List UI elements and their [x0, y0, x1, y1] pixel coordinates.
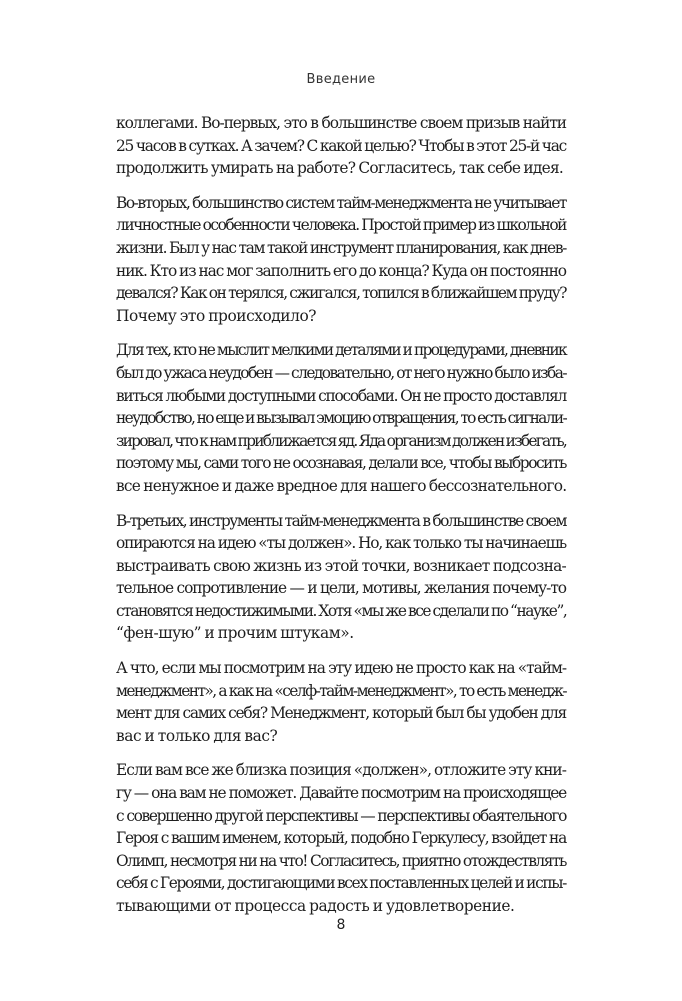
paragraph-5 — [116, 657, 566, 747]
text-line: тывающими от процесса радость и удовлетворение. — [116, 897, 515, 915]
text-line: мент для самих себя? Менеджмент, который был бы удобен для — [116, 704, 566, 723]
text-line: зировал, что к нам приближается яд. Яда организм должен избегать, — [116, 431, 566, 450]
text-line: менеджмент», а как на «селф-тайм-менеджмент», то есть менедж- — [116, 681, 566, 700]
text-line: гу — она вам не поможет. Давайте посмотрим на происходящее — [116, 784, 566, 803]
page-number: 8 — [336, 917, 346, 933]
text-line: поэтому мы, сами того не осознавая, делали все, чтобы выбросить — [116, 454, 566, 473]
text-line: себя с Героями, достигающими всех поставленных целей и испы- — [116, 874, 566, 893]
text-line: А что, если мы посмотрим на эту идею не просто как на «тайм- — [116, 659, 566, 678]
text-line: тельное сопротивление — и цели, мотивы, желания почему-то — [116, 579, 566, 598]
text-line: девался? Как он терялся, сжигался, топился в ближайшем пруду? — [116, 284, 566, 303]
text-line: Если вам все же близка позиция «должен», отложите эту кни- — [116, 761, 566, 780]
text-line: жизни. Был у нас там такой инструмент планирования, как днев- — [116, 238, 566, 257]
paragraph-4 — [116, 510, 566, 646]
text-line: личностные особенности человека. Простой пример из школьной — [116, 216, 566, 235]
text-line: неудобство, но еще и вызывал эмоцию отвращения, то есть сигнали- — [116, 409, 566, 428]
text-line: В-третьих, инструменты тайм-менеджмента в большинстве своем — [116, 511, 566, 530]
paragraph-1 — [116, 112, 566, 180]
text-line: Олимп, несмотря ни на что! Согласитесь, приятно отождествлять — [116, 851, 566, 870]
text-line: ник. Кто из нас мог заполнить его до конца? Куда он постоянно — [116, 261, 566, 280]
text-line: Во-вторых, большинство систем тайм-менеджмента не учитывает — [116, 193, 566, 212]
paragraph-6 — [116, 759, 566, 917]
text-line: все ненужное и даже вредное для нашего бессознательного. — [116, 476, 567, 495]
paragraph-2 — [116, 192, 566, 328]
paragraph-3 — [116, 339, 566, 497]
text-line: опираются на идею «ты должен». Но, как только ты начинаешь — [116, 534, 566, 553]
text-line: Почему это происходило? — [116, 306, 317, 325]
text-line: с совершенно другой перспективы — перспективы обаятельного — [116, 806, 566, 825]
text-line: выстраивать свою жизнь из этой точки, возникает подсозна- — [116, 556, 566, 575]
text-line: Героя с вашим именем, который, подобно Геркулесу, взойдет на — [116, 829, 566, 848]
running-head: Введение — [306, 72, 376, 87]
text-line: вас и только для вас? — [116, 726, 278, 745]
text-line: виться любыми доступными способами. Он не просто доставлял — [116, 386, 566, 405]
body-text — [116, 112, 566, 930]
text-line: был до ужаса неудобен — следовательно, от него нужно было изба- — [116, 363, 566, 382]
text-line: продолжить умирать на работе? Согласитесь, так себе идея. — [116, 159, 564, 178]
text-line: 25 часов в сутках. А зачем? С какой целью? Чтобы в этот 25-й час — [116, 136, 566, 155]
text-line: Для тех, кто не мыслит мелкими деталями и процедурами, дневник — [116, 341, 566, 360]
text-line: становятся недостижимыми. Хотя «мы же все сделали по “науке”, — [116, 601, 567, 620]
text-line: “фен-шую” и прочим штукам». — [116, 624, 354, 643]
text-line: коллегами. Во-первых, это в большинстве своем призыв найти — [116, 114, 566, 132]
